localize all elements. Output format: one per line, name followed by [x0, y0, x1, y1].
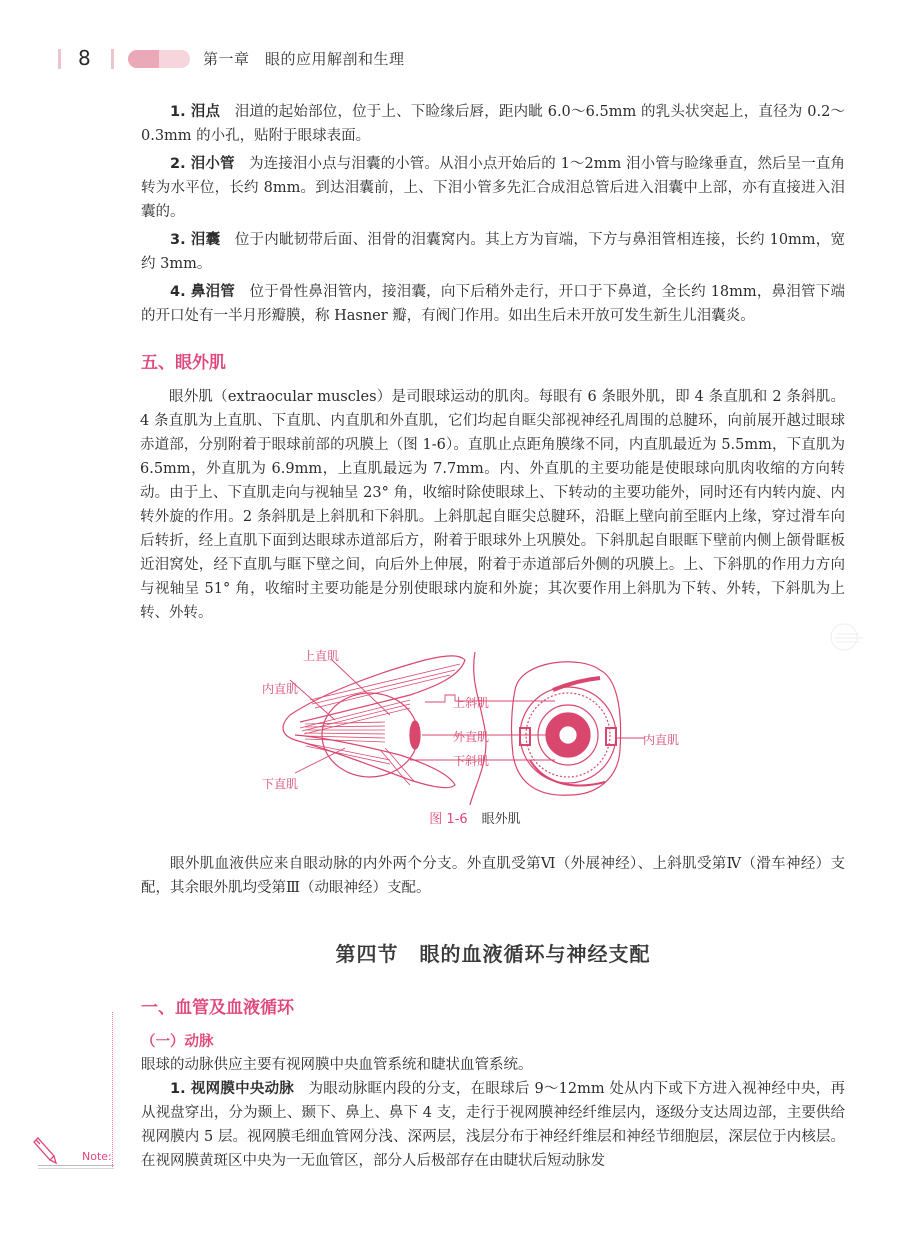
label-medial-rectus-right: 内直肌	[643, 733, 680, 747]
label-superior-oblique: 上斜肌	[453, 696, 490, 710]
central-retinal-artery-paragraph: 1. 视网膜中央动脉 为眼动脉眶内段的分支，在眼球后 9～12mm 处从内下或下方进入视神经中央，再从视盘穿出，分为颞上、颞下、鼻上、鼻下 4 支，走行于视网膜神经纤维层内，逐级分支达周边部，主要供给视网膜内 5 层。视网膜毛细血管网分浅、深两层，浅层分布于神经纤维层和神经节细胞层，深层位于内核层。在视网膜黄斑区中央为一无血管区，部分人后极部存在由睫状后短动脉发	[141, 1081, 845, 1169]
extraocular-paragraph: 眼外肌（extraocular muscles）是司眼球运动的肌肉。每眼有 6 条眼外肌，即 4 条直肌和 2 条斜肌。4 条直肌为上直肌、下直肌、内直肌和外直肌，它们均起自眶尖部视神经孔周围的总腱环，向前展开越过眼球赤道部，分别附着于眼球前部的巩膜上（图 1-6）。直肌止点距角膜缘不同，内直肌最近为 5.5mm，下直肌为 6.5mm，外直肌为 6.9mm，上直肌最远为 7.7mm。内、外直肌的主要功能是使眼球向肌肉收缩的方向转动。由于上、下直肌走向与视轴呈 23° 角，收缩时除使眼球上、下转动的主要功能外，同时还有内转内旋、内转外旋的作用。2 条斜肌是上斜肌和下斜肌。上斜肌起自眶尖总腱环，沿眶上壁向前至眶内上缘，穿过滑车向后转折，经上直肌下面到达眼球赤道部后方，附着于眼球外上巩膜处。下斜肌起自眼眶下壁前内侧上颌骨眶板近泪窝处，经下直肌与眶下壁之间，向后外上伸展，附着于赤道部后外侧的巩膜上。上、下斜肌的作用力方向与视轴呈 51° 角，收缩时主要功能是分别使眼球内旋和外旋；其次要作用上斜肌为下转、外转，下斜肌为上转、外转。	[140, 389, 845, 621]
page-number: 8	[78, 46, 91, 70]
lacrimal-item-4: 4. 鼻泪管 位于骨性鼻泪管内，接泪囊，向下后稍外走行，开口于下鼻道，全长约 18mm，鼻泪管下端的开口处有一半月形瓣膜，称 Hasner 瓣，有阀门作用。如出生后未开放可发生新生儿泪囊炎。	[141, 284, 845, 324]
note-label: Note:	[82, 1150, 112, 1163]
item-lead: 2. 泪小管	[170, 156, 235, 172]
figure-number: 图 1-6	[429, 812, 468, 827]
note-underline-secondary	[38, 1168, 114, 1169]
lacrimal-item-1: 1. 泪点 泪道的起始部位，位于上、下睑缘后唇，距内眦 6.0～6.5mm 的乳头状突起上，直径为 0.2～0.3mm 的小孔，贴附于眼球表面。	[141, 104, 845, 144]
label-medial-rectus-left: 内直肌	[262, 682, 299, 696]
figure-caption	[250, 808, 700, 827]
lacrimal-item-3: 3. 泪囊 位于内眦韧带后面、泪骨的泪囊窝内。其上方为盲端，下方与鼻泪管相连接，长约 10mm，宽约 3mm。	[141, 232, 845, 272]
subheading-arteries: （一）动脉	[141, 1034, 214, 1050]
publisher-watermark-icon	[829, 622, 865, 652]
label-inferior-oblique: 下斜肌	[453, 754, 490, 768]
section-title-4: 第四节 眼的血液循环与神经支配	[335, 942, 651, 966]
page-content-lower	[141, 852, 845, 1173]
page-content	[141, 100, 845, 625]
header-bar-left	[58, 49, 61, 69]
page-header	[0, 46, 900, 74]
note-underline	[38, 1165, 114, 1166]
header-bar-right	[111, 49, 114, 69]
item-lead: 3. 泪囊	[170, 232, 221, 248]
arteries-intro: 眼球的动脉供应主要有视网膜中央血管系统和睫状血管系统。	[141, 1057, 533, 1073]
header-pill-decoration	[128, 50, 190, 68]
label-lateral-rectus: 外直肌	[453, 730, 490, 744]
item-lead: 1. 视网膜中央动脉	[170, 1081, 295, 1097]
figure-extraocular-muscles	[250, 640, 700, 830]
figure-title: 眼外肌	[481, 812, 521, 827]
chapter-title: 第一章 眼的应用解剖和生理	[203, 50, 405, 68]
item-lead: 1. 泪点	[170, 104, 221, 120]
item-lead: 4. 鼻泪管	[170, 284, 236, 300]
label-inferior-rectus: 下直肌	[262, 777, 299, 791]
subheading-blood-vessels: 一、血管及血液循环	[141, 998, 294, 1018]
pencil-icon	[30, 1136, 60, 1166]
label-superior-rectus: 上直肌	[303, 649, 340, 663]
innervation-paragraph: 眼外肌血液供应来自眼动脉的内外两个分支。外直肌受第Ⅵ（外展神经）、上斜肌受第Ⅳ（滑车神经）支配，其余眼外肌均受第Ⅲ（动眼神经）支配。	[141, 856, 845, 896]
note-area	[30, 1132, 115, 1172]
eye-diagram-illustration	[250, 640, 700, 805]
lacrimal-item-2: 2. 泪小管 为连接泪小点与泪囊的小管。从泪小点开始后的 1～2mm 泪小管与睑缘垂直，然后呈一直角转为水平位，长约 8mm。到达泪囊前，上、下泪小管多先汇合成泪总管后进入泪囊中上部，亦有直接进入泪囊的。	[141, 156, 845, 220]
section-heading-extraocular: 五、眼外肌	[141, 353, 226, 373]
